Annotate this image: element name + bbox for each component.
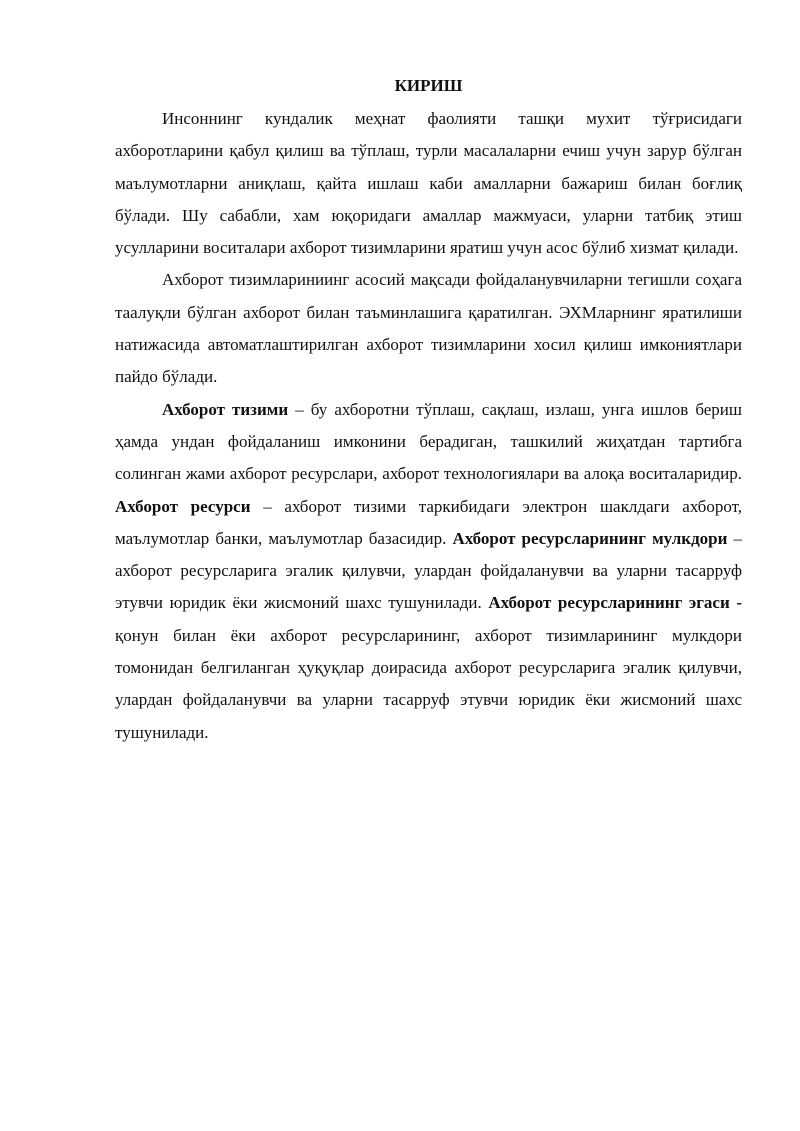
section-title: КИРИШ xyxy=(394,76,463,95)
definition-information-system: – бу ахборотни тўплаш, сақлаш, излаш, унга ишлов бериш ҳамда ундан фойдаланиш имконини берадиган, ташкилий жиҳатдан тартибга солинган жами ахборот ресурслари, ахборот технологиялари ва алоқа воситаларидир. xyxy=(115,399,742,484)
definition-resource-owner: қонун билан ёки ахборот ресурсларининг, ахборот тизимларининг мулкдори томонидан белгиланган ҳуқуқлар доирасида ахборот ресурсларига эгалик қилувчи, улардан фойдаланувчи ва уларни тасарруф этувчи юридик ёки жисмоний шахс тушунилади. xyxy=(115,625,742,742)
term-information-resource: Ахборот ресурси xyxy=(115,496,251,516)
intro-paragraph-2: Ахборот тизимлариниинг асосий мақсади фойдаланувчиларни тегишли соҳага таалуқли бўлган ахборот билан таъминлашига қаратилган. ЭХМларнинг яратилиши натижасида автоматлаштирилган ахборот тизимларини хосил қилиш имкониятлари пайдо бўлади. xyxy=(115,270,742,387)
intro-paragraph-1: Инсоннинг кундалик меҳнат фаолияти ташқи мухит тўғрисидаги ахборотларини қабул қилиш ва тўплаш, турли масалаларни ечиш учун зарур бўлган маълумотларни аниқлаш, қайта ишлаш каби амалларни бажариш билан боғлиқ бўлади. Шу сабабли, хам юқоридаги амаллар мажмуаси, уларни татбиқ этиш усулларини воситалари ахборот тизимларини яратиш учун асос бўлиб хизмат қилади. xyxy=(115,109,742,258)
definitions-paragraph xyxy=(115,394,742,749)
term-resource-proprietor: Ахборот ресурсларининг мулкдори xyxy=(452,528,728,548)
definition-resource-proprietor: – ахборот ресурсларига эгалик қилувчи, улардан фойдаланувчи ва уларни тасарруф этувчи юридик ёки жисмоний шахс тушунилади. xyxy=(115,528,743,613)
document-page xyxy=(115,74,742,749)
term-information-system: Ахборот тизими xyxy=(162,399,289,419)
term-resource-owner: Ахборот ресурсларининг эгаси - xyxy=(488,593,742,613)
definition-information-resource: – ахборот тизими таркибидаги электрон шаклдаги ахборот, маълумотлар банки, маълумотлар базасидир. xyxy=(115,496,743,548)
